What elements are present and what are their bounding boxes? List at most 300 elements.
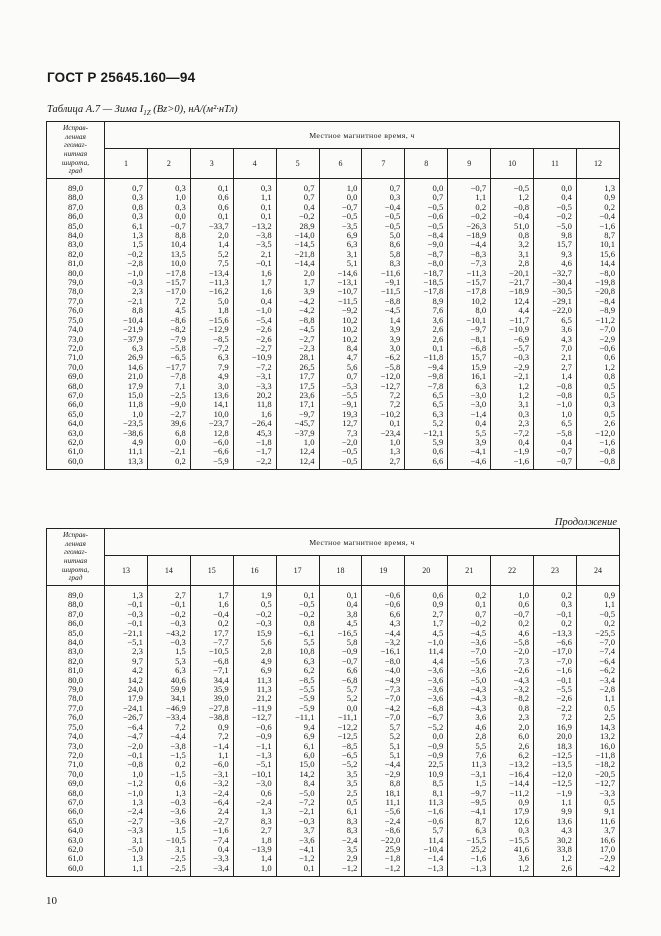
value-cell: −13,4 — [190, 269, 233, 278]
value-cell: −4,1 — [448, 807, 491, 816]
value-cell: 1,6 — [190, 600, 233, 609]
value-cell: 4,9 — [190, 372, 233, 381]
value-cell: −10,1 — [233, 770, 276, 779]
value-cell: −0,3 — [147, 798, 190, 807]
value-cell: −15,5 — [448, 836, 491, 845]
value-cell: −12,5 — [319, 732, 362, 741]
value-cell: −25,5 — [576, 629, 619, 638]
value-cell: 0,3 — [147, 203, 190, 212]
value-cell: 4,6 — [534, 259, 577, 268]
value-cell: 1,5 — [105, 240, 148, 249]
value-cell: −4,2 — [276, 306, 319, 315]
value-cell: 3,0 — [362, 344, 405, 353]
value-cell: 17,0 — [576, 845, 619, 854]
table-row — [47, 586, 620, 601]
value-cell: −3,6 — [448, 638, 491, 647]
value-cell: 6,6 — [405, 457, 448, 470]
value-cell: 2,6 — [405, 325, 448, 334]
value-cell: −9,1 — [319, 400, 362, 409]
value-cell: −0,9 — [233, 732, 276, 741]
value-cell: 2,3 — [491, 419, 534, 428]
value-cell: 21,2 — [233, 694, 276, 703]
value-cell: 3,1 — [147, 845, 190, 854]
value-cell: −46,9 — [147, 704, 190, 713]
value-cell: −1,6 — [491, 457, 534, 470]
value-cell: −1,9 — [491, 447, 534, 456]
value-cell: 1,1 — [105, 864, 148, 877]
value-cell: 0,3 — [362, 193, 405, 202]
value-cell: 4,7 — [319, 353, 362, 362]
value-cell: 3,9 — [448, 438, 491, 447]
value-cell: −0,6 — [576, 344, 619, 353]
value-cell: −3,1 — [233, 372, 276, 381]
value-cell: 22,5 — [405, 760, 448, 769]
value-cell: −0,8 — [491, 203, 534, 212]
value-cell: 7,2 — [147, 723, 190, 732]
value-cell: 9,7 — [105, 657, 148, 666]
value-cell: −6,5 — [319, 751, 362, 760]
value-cell: 5,1 — [362, 742, 405, 751]
value-cell: −5,8 — [491, 638, 534, 647]
value-cell: 35,9 — [190, 685, 233, 694]
value-cell: 15,6 — [576, 250, 619, 259]
value-cell: −8,5 — [276, 676, 319, 685]
latitude-cell: 74,0 — [47, 325, 105, 334]
value-cell: 3,1 — [491, 250, 534, 259]
value-cell: 1,3 — [105, 854, 148, 863]
value-cell: 1,3 — [362, 447, 405, 456]
value-cell: 1,5 — [448, 779, 491, 788]
value-cell: −8,6 — [362, 826, 405, 835]
hour-header: 20 — [405, 556, 448, 586]
value-cell: 2,0 — [276, 269, 319, 278]
value-cell: 0,4 — [448, 419, 491, 428]
value-cell: −21,1 — [105, 629, 148, 638]
value-cell: −2,7 — [147, 410, 190, 419]
value-cell: −2,9 — [576, 335, 619, 344]
value-cell: 0,9 — [491, 798, 534, 807]
value-cell: 0,2 — [147, 760, 190, 769]
value-cell: −0,3 — [147, 619, 190, 628]
value-cell: 1,0 — [105, 410, 148, 419]
value-cell: −3,6 — [405, 676, 448, 685]
value-cell: 0,2 — [147, 457, 190, 470]
value-cell: −4,4 — [362, 629, 405, 638]
value-cell: 1,0 — [276, 438, 319, 447]
table-row — [47, 864, 620, 877]
value-cell: 39,0 — [190, 694, 233, 703]
value-cell: −1,3 — [405, 864, 448, 877]
value-cell: −5,8 — [534, 429, 577, 438]
value-cell: 5,8 — [319, 638, 362, 647]
latitude-cell: 64,0 — [47, 419, 105, 428]
value-cell: −8,4 — [405, 231, 448, 240]
value-cell: 15,9 — [448, 363, 491, 372]
value-cell: 6,6 — [362, 610, 405, 619]
value-cell: 2,6 — [576, 419, 619, 428]
value-cell: −11,5 — [362, 287, 405, 296]
column-title: Местное магнитное время, ч — [105, 122, 620, 149]
value-cell: −23,7 — [190, 419, 233, 428]
value-cell: 0,6 — [491, 600, 534, 609]
value-cell: 0,7 — [405, 193, 448, 202]
value-cell: −17,0 — [147, 287, 190, 296]
value-cell: 1,3 — [105, 231, 148, 240]
value-cell: 14,4 — [576, 259, 619, 268]
value-cell: −3,6 — [405, 694, 448, 703]
value-cell: 26,5 — [276, 363, 319, 372]
value-cell: −11,8 — [576, 751, 619, 760]
value-cell: −7,2 — [276, 798, 319, 807]
value-cell: 1,8 — [233, 836, 276, 845]
hour-header: 23 — [534, 556, 577, 586]
value-cell: −8,9 — [576, 306, 619, 315]
value-cell: 0,3 — [491, 410, 534, 419]
value-cell: −1,0 — [233, 306, 276, 315]
latitude-cell: 68,0 — [47, 382, 105, 391]
value-cell: 0,5 — [576, 798, 619, 807]
value-cell: 0,3 — [147, 179, 190, 194]
value-cell: 0,0 — [405, 732, 448, 741]
value-cell: −11,6 — [362, 269, 405, 278]
value-cell: −0,2 — [105, 250, 148, 259]
latitude-cell: 77,0 — [47, 704, 105, 713]
value-cell: 51,0 — [491, 222, 534, 231]
value-cell: 10,9 — [405, 770, 448, 779]
value-cell: −6,8 — [319, 676, 362, 685]
latitude-cell: 76,0 — [47, 306, 105, 315]
value-cell: 8,4 — [276, 779, 319, 788]
value-cell: −18,9 — [491, 287, 534, 296]
value-cell: 0,9 — [576, 193, 619, 202]
value-cell: −11,3 — [190, 278, 233, 287]
value-cell: −0,8 — [105, 760, 148, 769]
value-cell: 9,3 — [534, 250, 577, 259]
value-cell: 8,3 — [362, 259, 405, 268]
value-cell: 26,9 — [105, 353, 148, 362]
value-cell: −17,8 — [147, 269, 190, 278]
value-cell: 3,1 — [105, 836, 148, 845]
value-cell: −9,7 — [448, 325, 491, 334]
value-cell: 8,3 — [319, 826, 362, 835]
value-cell: −2,1 — [491, 372, 534, 381]
value-cell: 34,4 — [190, 676, 233, 685]
value-cell: −8,5 — [190, 335, 233, 344]
value-cell: 3,1 — [319, 250, 362, 259]
value-cell: 4,9 — [105, 438, 148, 447]
value-cell: 1,9 — [233, 586, 276, 601]
value-cell: 2,6 — [491, 742, 534, 751]
value-cell: −2,8 — [105, 259, 148, 268]
value-cell: 4,2 — [105, 666, 148, 675]
value-cell: −26,7 — [105, 713, 148, 722]
value-cell: −0,5 — [405, 222, 448, 231]
value-cell: 0,8 — [576, 372, 619, 381]
value-cell: −4,4 — [362, 760, 405, 769]
value-cell: 13,6 — [534, 817, 577, 826]
value-cell: −0,4 — [190, 610, 233, 619]
latitude-cell: 83,0 — [47, 240, 105, 249]
value-cell: 2,7 — [233, 826, 276, 835]
latitude-cell: 86,0 — [47, 212, 105, 221]
value-cell: −5,2 — [319, 760, 362, 769]
value-cell: −16,5 — [319, 629, 362, 638]
value-cell: −2,2 — [233, 457, 276, 470]
value-cell: −1,5 — [147, 751, 190, 760]
value-cell: 1,1 — [190, 751, 233, 760]
value-cell: −22,0 — [534, 306, 577, 315]
value-cell: 5,7 — [405, 826, 448, 835]
value-cell: −6,4 — [190, 798, 233, 807]
value-cell: −0,8 — [576, 447, 619, 456]
value-cell: 6,6 — [319, 666, 362, 675]
value-cell: −0,2 — [276, 610, 319, 619]
value-cell: 8,7 — [576, 231, 619, 240]
hour-header-row — [47, 149, 620, 179]
value-cell: 5,1 — [319, 259, 362, 268]
hour-header: 8 — [405, 149, 448, 179]
value-cell: 6,8 — [147, 429, 190, 438]
value-cell: 0,4 — [491, 438, 534, 447]
value-cell: −4,5 — [448, 629, 491, 638]
value-cell: −4,2 — [362, 704, 405, 713]
value-cell: −8,8 — [276, 316, 319, 325]
value-cell: 6,1 — [276, 742, 319, 751]
value-cell: −23,4 — [362, 429, 405, 438]
value-cell: −4,5 — [276, 325, 319, 334]
value-cell: 16,0 — [576, 742, 619, 751]
value-cell: −3,4 — [576, 676, 619, 685]
latitude-cell: 84,0 — [47, 231, 105, 240]
latitude-cell: 75,0 — [47, 723, 105, 732]
hour-header: 6 — [319, 149, 362, 179]
value-cell: −0,1 — [105, 619, 148, 628]
latitude-cell: 72,0 — [47, 344, 105, 353]
value-cell: 5,2 — [319, 694, 362, 703]
value-cell: 0,1 — [362, 419, 405, 428]
value-cell: −0,5 — [491, 179, 534, 194]
value-cell: −0,4 — [491, 212, 534, 221]
data-table-hours-13-24 — [46, 528, 620, 877]
table-row — [47, 179, 620, 194]
caption-variable: I — [139, 104, 144, 115]
value-cell: 5,7 — [362, 723, 405, 732]
value-cell: 0,2 — [190, 619, 233, 628]
value-cell: −15,5 — [491, 836, 534, 845]
value-cell: −0,1 — [147, 600, 190, 609]
value-cell: 3,5 — [319, 779, 362, 788]
value-cell: 2,8 — [233, 647, 276, 656]
value-cell: −0,7 — [534, 447, 577, 456]
value-cell: −2,6 — [233, 335, 276, 344]
value-cell: −2,1 — [276, 807, 319, 816]
value-cell: −16,1 — [362, 647, 405, 656]
hour-header: 12 — [576, 149, 619, 179]
value-cell: −5,1 — [233, 760, 276, 769]
value-cell: −6,1 — [276, 629, 319, 638]
value-cell: −10,2 — [362, 410, 405, 419]
page-number: 10 — [46, 895, 57, 907]
value-cell: −2,0 — [105, 742, 148, 751]
value-cell: 6,3 — [276, 657, 319, 666]
value-cell: 17,9 — [491, 807, 534, 816]
value-cell: −4,4 — [448, 240, 491, 249]
value-cell: 5,2 — [190, 250, 233, 259]
value-cell: 3,5 — [319, 845, 362, 854]
value-cell: 5,6 — [233, 638, 276, 647]
value-cell: −14,4 — [491, 779, 534, 788]
value-cell: 5,8 — [362, 250, 405, 259]
value-cell: 0,6 — [190, 193, 233, 202]
hour-header: 7 — [362, 149, 405, 179]
value-cell: −9,8 — [405, 372, 448, 381]
value-cell: −20,1 — [491, 269, 534, 278]
value-cell: −15,7 — [147, 278, 190, 287]
value-cell: 1,3 — [105, 586, 148, 601]
continuation-label: Продолжение — [554, 517, 617, 528]
value-cell: −12,7 — [576, 779, 619, 788]
value-cell: −21,7 — [491, 278, 534, 287]
value-cell: −2,9 — [491, 363, 534, 372]
value-cell: 6,5 — [405, 391, 448, 400]
value-cell: 9,9 — [534, 807, 577, 816]
latitude-cell: 89,0 — [47, 586, 105, 601]
value-cell: −2,5 — [147, 854, 190, 863]
value-cell: 1,2 — [491, 864, 534, 877]
value-cell: −3,2 — [190, 779, 233, 788]
value-cell: 2,0 — [491, 723, 534, 732]
value-cell: −5,9 — [276, 704, 319, 713]
value-cell: −18,7 — [405, 269, 448, 278]
value-cell: −26,3 — [448, 222, 491, 231]
value-cell: −10,1 — [448, 316, 491, 325]
value-cell: 13,3 — [105, 457, 148, 470]
value-cell: 14,6 — [105, 363, 148, 372]
value-cell: −17,7 — [147, 363, 190, 372]
value-cell: −2,5 — [147, 391, 190, 400]
value-cell: −1,4 — [405, 854, 448, 863]
value-cell: 17,9 — [105, 382, 148, 391]
value-cell: 0,6 — [405, 586, 448, 601]
value-cell: −13,2 — [233, 222, 276, 231]
value-cell: 0,6 — [405, 447, 448, 456]
value-cell: −1,4 — [190, 742, 233, 751]
value-cell: 17,9 — [105, 694, 148, 703]
value-cell: −12,2 — [319, 723, 362, 732]
value-cell: −0,5 — [405, 203, 448, 212]
value-cell: −11,1 — [319, 713, 362, 722]
value-cell: 7,6 — [448, 751, 491, 760]
value-cell: 7,3 — [319, 429, 362, 438]
value-cell: −7,0 — [362, 713, 405, 722]
value-cell: −16,2 — [190, 287, 233, 296]
value-cell: −12,9 — [190, 325, 233, 334]
latitude-cell: 73,0 — [47, 335, 105, 344]
value-cell: −20,5 — [576, 770, 619, 779]
hour-header: 22 — [491, 556, 534, 586]
value-cell: 11,1 — [105, 447, 148, 456]
value-cell: 6,2 — [491, 751, 534, 760]
value-cell: 1,1 — [576, 600, 619, 609]
value-cell: 2,1 — [534, 353, 577, 362]
value-cell: −0,8 — [534, 391, 577, 400]
latitude-cell: 88,0 — [47, 600, 105, 609]
value-cell: 1,6 — [233, 269, 276, 278]
latitude-cell: 74,0 — [47, 732, 105, 741]
value-cell: −8,3 — [448, 250, 491, 259]
value-cell: 10,2 — [319, 316, 362, 325]
value-cell: 2,5 — [576, 713, 619, 722]
value-cell: 7,0 — [534, 344, 577, 353]
value-cell: 15,7 — [534, 240, 577, 249]
value-cell: 0,5 — [576, 391, 619, 400]
value-cell: 12,4 — [276, 447, 319, 456]
value-cell: 2,5 — [319, 789, 362, 798]
value-cell: 1,4 — [362, 316, 405, 325]
value-cell: −2,7 — [105, 817, 148, 826]
value-cell: −6,0 — [190, 760, 233, 769]
value-cell: −1,4 — [448, 410, 491, 419]
value-cell: 30,2 — [534, 836, 577, 845]
value-cell: −0,9 — [405, 742, 448, 751]
value-cell: −0,2 — [534, 212, 577, 221]
value-cell: 5,5 — [276, 638, 319, 647]
value-cell: −14,4 — [276, 259, 319, 268]
value-cell: −2,1 — [147, 447, 190, 456]
value-cell: 10,4 — [147, 240, 190, 249]
value-cell: −21,9 — [105, 325, 148, 334]
value-cell: −3,3 — [190, 854, 233, 863]
value-cell: −8,2 — [491, 694, 534, 703]
value-cell: −2,6 — [491, 666, 534, 675]
value-cell: 0,0 — [319, 193, 362, 202]
value-cell: 6,3 — [105, 344, 148, 353]
value-cell: 6,5 — [534, 419, 577, 428]
value-cell: 2,8 — [448, 732, 491, 741]
value-cell: 0,8 — [105, 203, 148, 212]
value-cell: −1,2 — [319, 864, 362, 877]
latitude-cell: 82,0 — [47, 657, 105, 666]
value-cell: 1,0 — [147, 193, 190, 202]
value-cell: 11,4 — [405, 836, 448, 845]
value-cell: 11,4 — [405, 647, 448, 656]
value-cell: 18,1 — [362, 789, 405, 798]
value-cell: −4,4 — [147, 732, 190, 741]
value-cell: −32,7 — [534, 269, 577, 278]
value-cell: −0,3 — [105, 610, 148, 619]
value-cell: −12,5 — [534, 751, 577, 760]
latitude-cell: 79,0 — [47, 685, 105, 694]
table-body — [47, 179, 620, 470]
value-cell: −18,9 — [448, 231, 491, 240]
value-cell: 3,6 — [491, 854, 534, 863]
value-cell: −2,4 — [190, 789, 233, 798]
value-cell: 59,9 — [147, 685, 190, 694]
value-cell: 0,6 — [576, 353, 619, 362]
value-cell: −0,9 — [319, 647, 362, 656]
value-cell: 28,9 — [276, 222, 319, 231]
value-cell: 9,1 — [576, 807, 619, 816]
value-cell: −20,8 — [576, 287, 619, 296]
value-cell: −5,5 — [319, 391, 362, 400]
value-cell: 7,2 — [362, 400, 405, 409]
value-cell: 4,4 — [405, 657, 448, 666]
value-cell: −2,4 — [105, 807, 148, 816]
value-cell: 4,6 — [491, 629, 534, 638]
value-cell: 1,3 — [233, 807, 276, 816]
value-cell: 0,7 — [362, 179, 405, 194]
value-cell: −0,5 — [319, 457, 362, 470]
